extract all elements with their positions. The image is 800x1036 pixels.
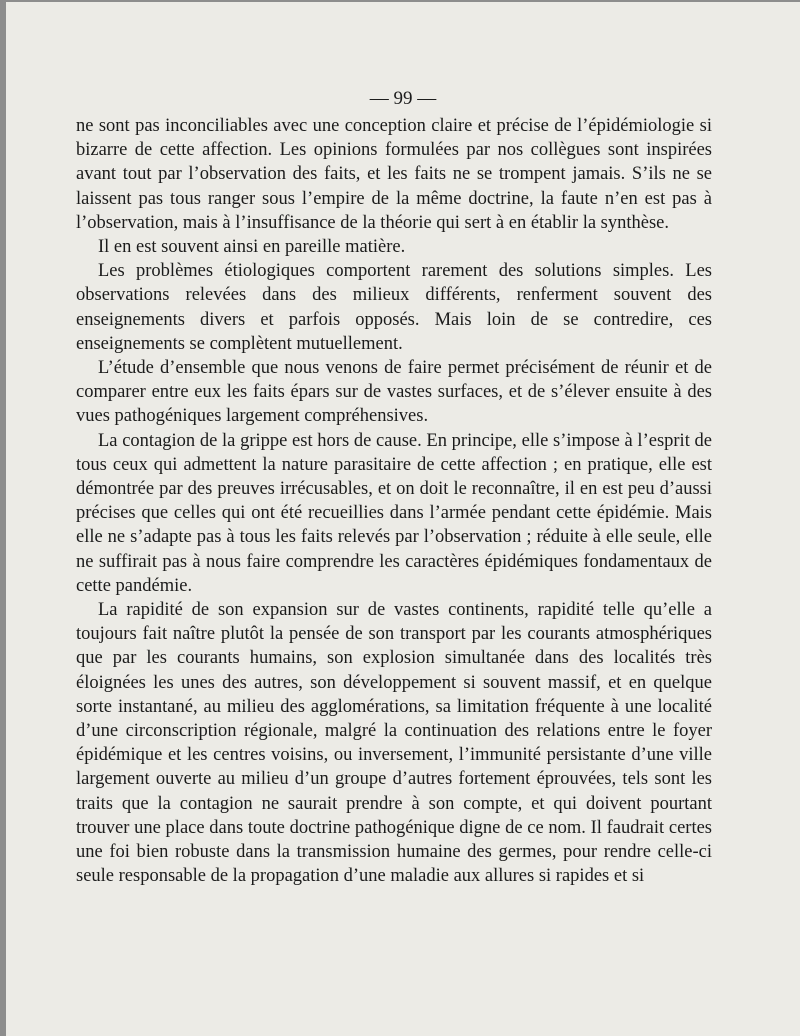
paragraph: Les problèmes étiologiques comportent rarement des solutions simples. Les observations relevées dans des milieux différents, renferment souvent des enseignements divers et parfois opposés. Mais loin de se contredire, ces enseignements se complètent mutuellement. (76, 261, 712, 354)
paragraph-continued: ne sont pas inconciliables avec une conception claire et précise de l’épidémiologie si bizarre de cette affection. Les opinions formulées par nos collègues sont inspirées avant tout par l’observation des faits, et les faits ne se trompent jamais. S’ils ne se laissent pas tous ranger sous l’empire de la même doctrine, la faute n’en est pas à l’observation, mais à l’insuffisance de la théorie qui sert à en établir la synthèse. (76, 116, 712, 233)
paragraph: L’étude d’ensemble que nous venons de faire permet précisément de réunir et de comparer entre eux les faits épars sur de vastes surfaces, et de s’élever ensuite à des vues pathogéniques largement compréhensives. (76, 358, 712, 427)
paragraph: La rapidité de son expansion sur de vastes continents, rapidité telle qu’elle a toujours fait naître plutôt la pensée de son transport par les courants atmosphériques que par les courants humains, son explosion simultanée dans des localités très éloignées les unes des autres, son développement si souvent massif, et en quelque sorte instantané, au milieu des agglomérations, sa limitation fréquente à une localité d’une circonscription régionale, malgré la continuation des relations entre le foyer épidémique et les centres voisins, ou inversement, l’immunité persistante d’une ville largement ouverte au milieu d’un groupe d’autres fortement éprouvées, tels sont les traits que la contagion ne saurait prendre à son compte, et qui doivent pourtant trouver une place dans toute doctrine pathogénique digne de ce nom. Il faudrait certes une foi bien robuste dans la transmission humaine des germes, pour rendre celle-ci seule responsable de la propagation d’une maladie aux allures si rapides et si (76, 600, 712, 887)
book-page (6, 2, 800, 1036)
body-text (76, 114, 712, 889)
page-number: — 99 — (369, 88, 437, 109)
paragraph: La contagion de la grippe est hors de cause. En principe, elle s’impose à l’esprit de tous ceux qui admettent la nature parasitaire de cette affection ; en pratique, elle est démontrée par des preuves irrécusables, et on doit le reconnaître, il en est peu d’aussi précises que celles qui ont été recueillies dans l’armée pendant cette épidémie. Mais elle ne s’adapte pas à tous les faits relevés par l’observation ; réduite à elle seule, elle ne suffirait pas à nous faire comprendre les caractères épidémiques fondamentaux de cette pandémie. (76, 430, 712, 596)
paragraph: Il en est souvent ainsi en pareille matière. (98, 237, 406, 258)
